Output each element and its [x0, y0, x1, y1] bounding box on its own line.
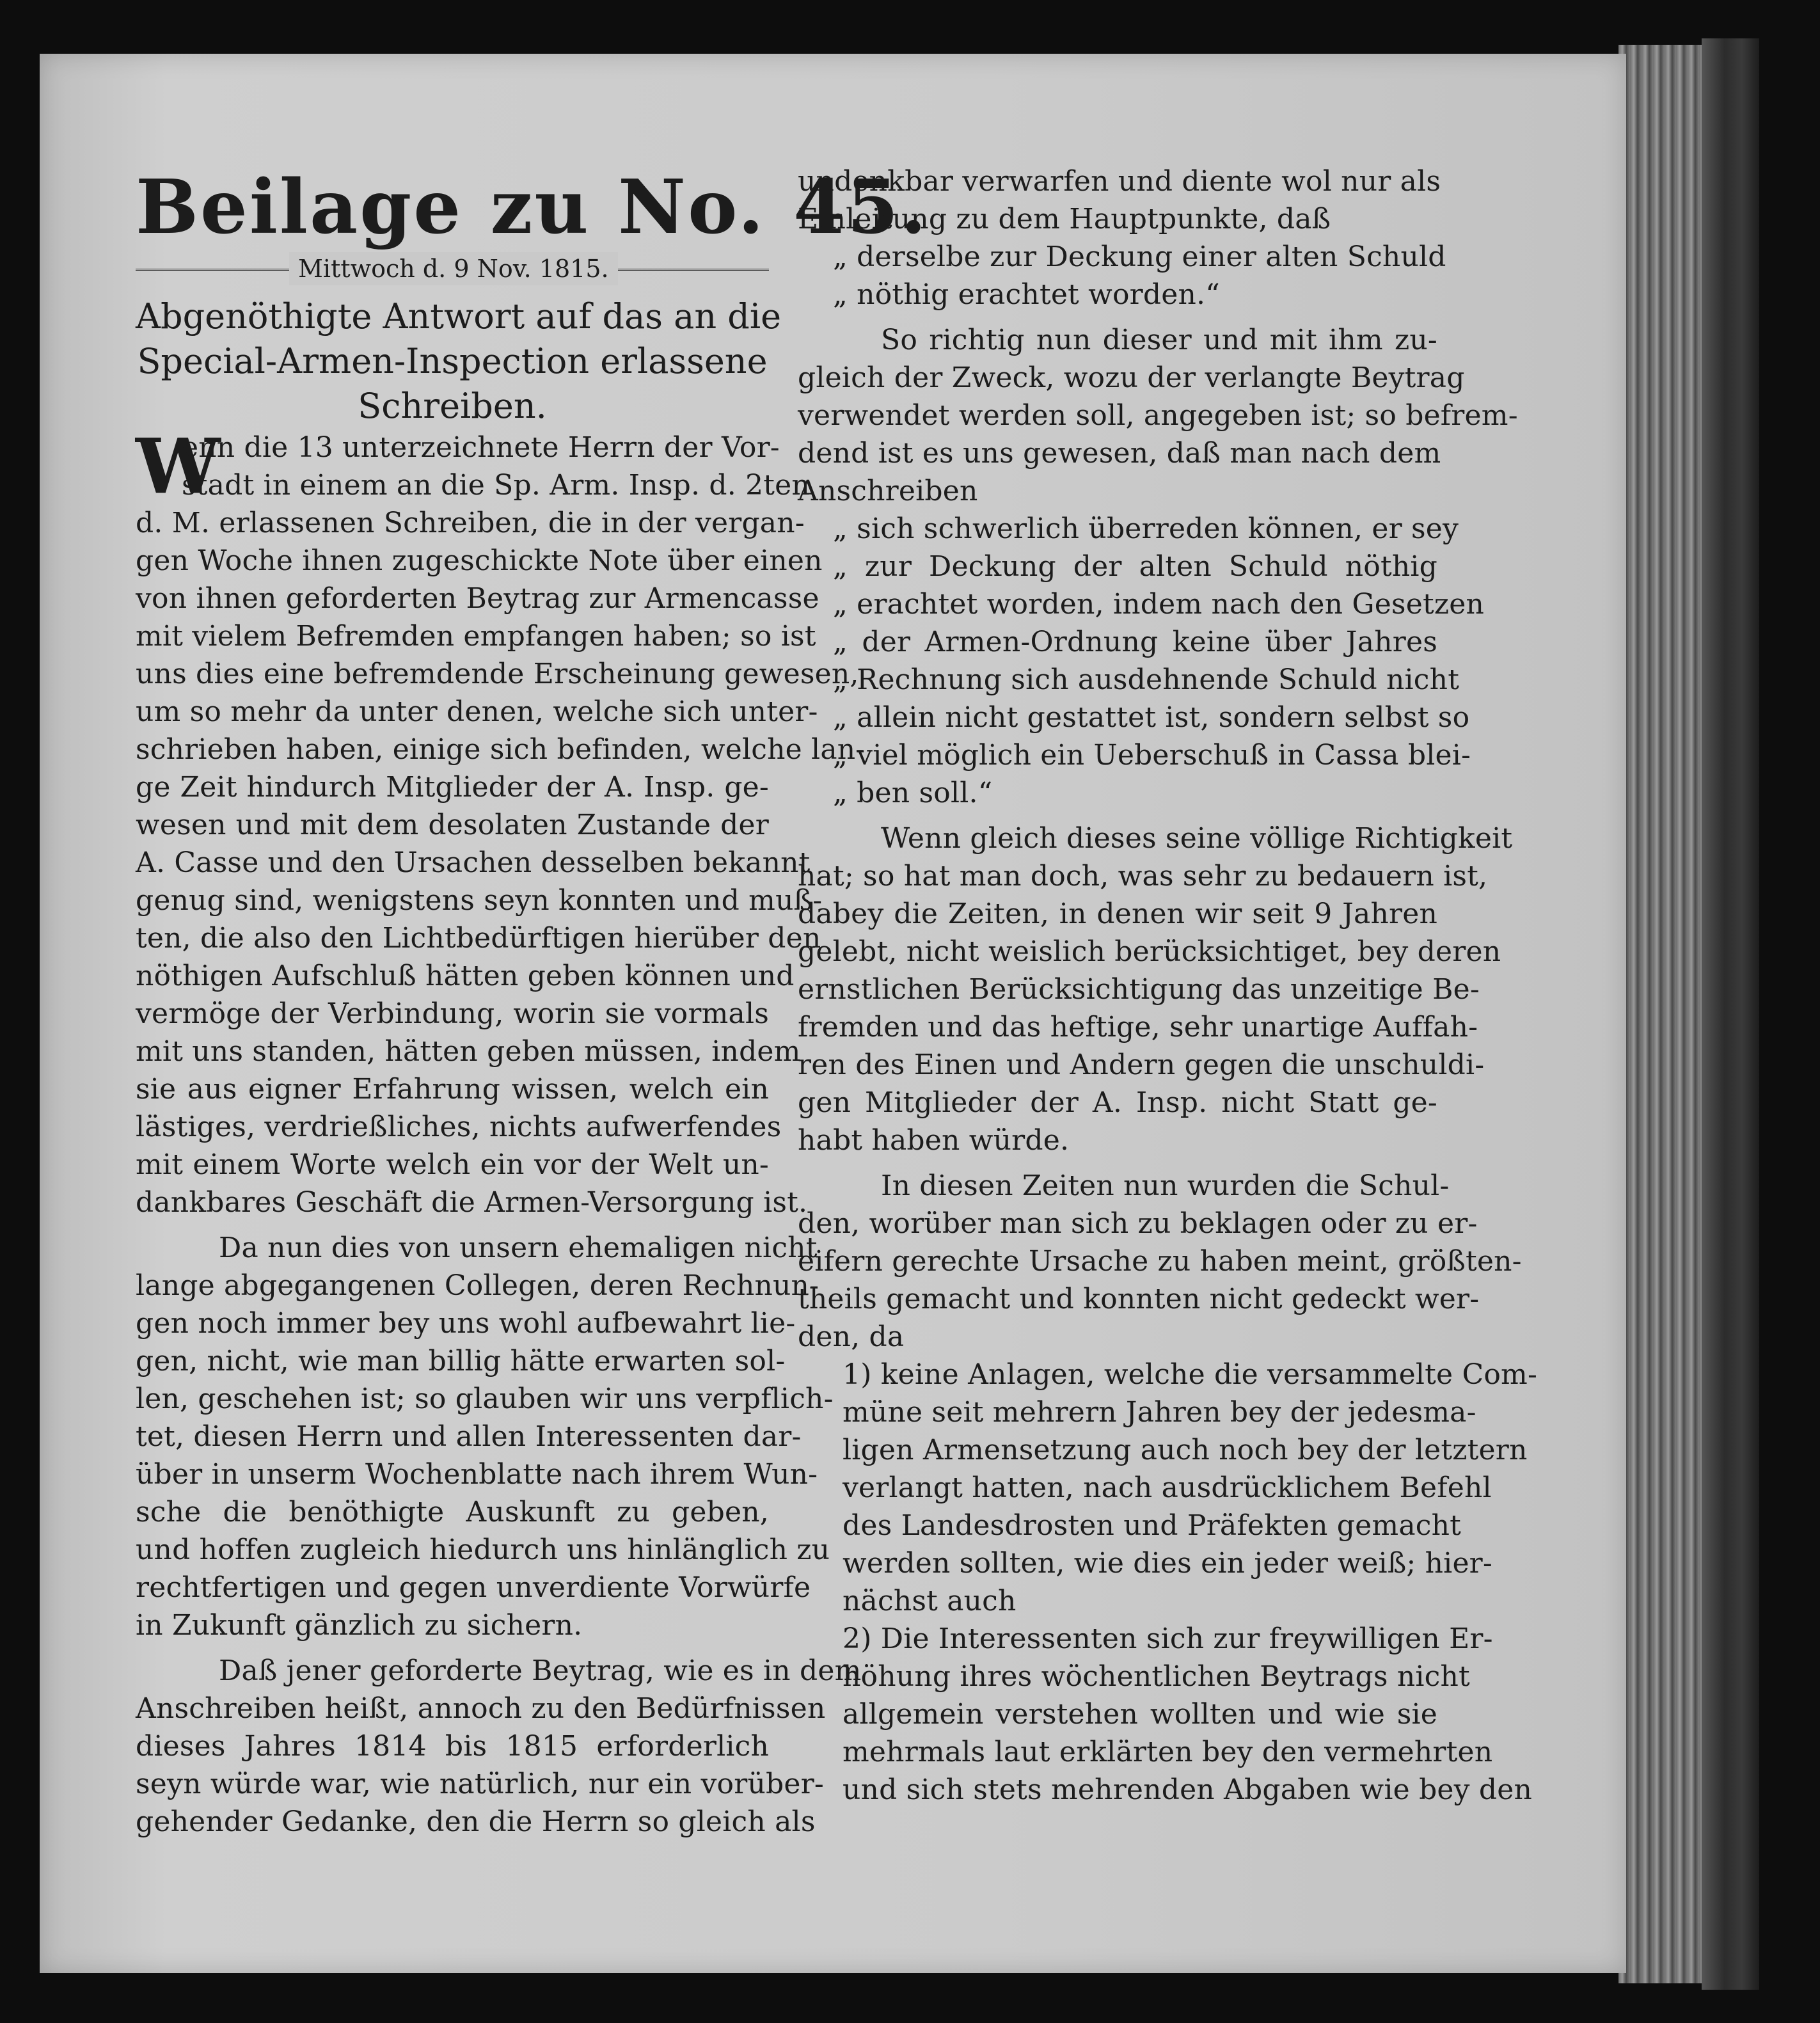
text-line: So richtig nun dieser und mit ihm zu-: [881, 324, 1437, 356]
text-line: in Zukunft gänzlich zu sichern.: [136, 1609, 583, 1642]
text-line: ge Zeit hindurch Mitglieder der A. Insp. ge-: [136, 771, 769, 804]
text-line: wesen und mit dem desolaten Zustande der: [136, 809, 769, 841]
article-heading-line: Special-Armen-Inspection erlassene: [137, 341, 768, 381]
text-line: und hoffen zugleich hiedurch uns hinlänglich zu: [136, 1534, 830, 1566]
text-line: 2) Die Interessenten sich zur freywilligen Er-: [843, 1622, 1493, 1655]
text-line: Anschreiben heißt, annoch zu den Bedürfnissen: [136, 1692, 826, 1725]
text-line: gleich der Zweck, wozu der verlangte Beytrag: [798, 361, 1465, 394]
text-line: „ ben soll.“: [833, 777, 993, 809]
text-line: verwendet werden soll, angegeben ist; so befrem-: [798, 399, 1518, 432]
text-line: schrieben haben, einige sich befinden, welche lan-: [136, 733, 866, 766]
text-line: Da nun dies von unsern ehemaligen nicht: [219, 1232, 818, 1264]
text-line: hat; so hat man doch, was sehr zu bedauern ist,: [798, 860, 1488, 892]
newspaper-page: [40, 54, 1626, 1973]
text-line: nächst auch: [843, 1585, 1017, 1617]
text-line: Einleitung zu dem Hauptpunkte, daß: [798, 203, 1331, 235]
text-line: „ Rechnung sich ausdehnende Schuld nicht: [833, 663, 1460, 696]
text-line: „ derselbe zur Deckung einer alten Schuld: [833, 241, 1446, 273]
text-line: den, worüber man sich zu beklagen oder zu er-: [798, 1207, 1478, 1240]
text-line: A. Casse und den Ursachen desselben bekannt: [136, 846, 811, 879]
text-line: „ der Armen-Ordnung keine über Jahres: [833, 626, 1437, 658]
text-line: vermöge der Verbindung, worin sie vormals: [136, 997, 769, 1030]
text-line: dieses Jahres 1814 bis 1815 erforderlich: [136, 1730, 769, 1763]
dateline: Mittwoch d. 9 Nov. 1815.: [289, 252, 618, 285]
text-line: Daß jener geforderte Beytrag, wie es in dem: [219, 1654, 862, 1687]
text-line: des Landesdrosten und Präfekten gemacht: [843, 1509, 1462, 1542]
text-line: müne seit mehrern Jahren bey der jedesma-: [843, 1396, 1476, 1429]
text-line: enn die 13 unterzeichnete Herrn der Vor-: [182, 431, 780, 464]
masthead-title: Beilage zu No. 45.: [136, 164, 928, 251]
text-line: tet, diesen Herrn und allen Interessenten dar-: [136, 1420, 802, 1453]
drop-cap: W: [136, 422, 221, 511]
text-line: dabey die Zeiten, in denen wir seit 9 Jahren: [798, 898, 1437, 930]
text-line: gen Woche ihnen zugeschickte Note über einen: [136, 544, 823, 577]
text-line: und sich stets mehrenden Abgaben wie bey den: [843, 1773, 1533, 1806]
text-line: um so mehr da unter denen, welche sich unter-: [136, 695, 818, 728]
dateline-row: [136, 252, 769, 285]
text-line: sie aus eigner Erfahrung wissen, welch ein: [136, 1073, 769, 1106]
text-line: seyn würde war, wie natürlich, nur ein vorüber-: [136, 1768, 824, 1800]
text-line: verlangt hatten, nach ausdrücklichem Befehl: [843, 1472, 1492, 1504]
text-line: von ihnen geforderten Beytrag zur Armencasse: [136, 582, 819, 615]
text-line: Anschreiben: [798, 475, 978, 507]
text-line: eifern gerechte Ursache zu haben meint, größten-: [798, 1245, 1522, 1278]
text-line: 1) keine Anlagen, welche die versammelte Com-: [843, 1358, 1538, 1391]
article-heading-line: Abgenöthigte Antwort auf das an die: [136, 296, 782, 337]
text-line: lästiges, verdrießliches, nichts aufwerfendes: [136, 1111, 782, 1143]
text-line: „ erachtet worden, indem nach den Gesetzen: [833, 588, 1484, 621]
right-column: [798, 163, 1538, 1809]
text-line: den, da: [798, 1321, 905, 1353]
text-line: gen Mitglieder der A. Insp. nicht Statt ge-: [798, 1086, 1437, 1119]
article-heading-line: Schreiben.: [358, 386, 547, 426]
text-line: „ zur Deckung der alten Schuld nöthig: [833, 550, 1437, 583]
right-column-body: [798, 163, 1538, 1809]
text-line: sche die benöthigte Auskunft zu geben,: [136, 1496, 769, 1528]
page-edges: [1618, 45, 1702, 1983]
text-line: nöthigen Aufschluß hätten geben können und: [136, 960, 795, 992]
text-line: „ viel möglich ein Ueberschuß in Cassa blei-: [833, 739, 1471, 772]
text-line: habt haben würde.: [798, 1124, 1070, 1157]
text-line: dend ist es uns gewesen, daß man nach dem: [798, 437, 1441, 470]
text-line: ernstlichen Berücksichtigung das unzeitige Be-: [798, 973, 1480, 1006]
book-spine: [1702, 38, 1759, 1990]
text-line: undenkbar verwarfen und diente wol nur als: [798, 165, 1441, 198]
text-line: höhung ihres wöchentlichen Beytrags nicht: [843, 1660, 1470, 1693]
text-line: uns dies eine befremdende Erscheinung gewesen,: [136, 658, 859, 690]
text-line: werden sollten, wie dies ein jeder weiß; hier-: [843, 1547, 1492, 1580]
text-line: „ allein nicht gestattet ist, sondern selbst so: [833, 701, 1470, 734]
text-line: Wenn gleich dieses seine völlige Richtigkeit: [881, 822, 1513, 855]
text-line: mit uns standen, hätten geben müssen, indem: [136, 1035, 801, 1068]
text-line: theils gemacht und konnten nicht gedeckt wer-: [798, 1283, 1480, 1315]
text-line: stadt in einem an die Sp. Arm. Insp. d. 2ten: [182, 469, 810, 502]
text-line: gehender Gedanke, den die Herrn so gleich als: [136, 1805, 816, 1838]
text-line: fremden und das heftige, sehr unartige Auffah-: [798, 1011, 1478, 1043]
text-line: gen noch immer bey uns wohl aufbewahrt lie-: [136, 1307, 796, 1340]
text-line: len, geschehen ist; so glauben wir uns verpflich-: [136, 1383, 834, 1415]
text-line: mehrmals laut erklärten bey den vermehrten: [843, 1736, 1493, 1768]
text-line: „ nöthig erachtet worden.“: [833, 278, 1220, 311]
text-line: über in unserm Wochenblatte nach ihrem Wun-: [136, 1458, 818, 1491]
text-line: rechtfertigen und gegen unverdiente Vorwürfe: [136, 1571, 811, 1604]
text-line: In diesen Zeiten nun wurden die Schul-: [881, 1170, 1450, 1202]
text-line: d. M. erlassenen Schreiben, die in der vergan-: [136, 507, 805, 539]
text-line: allgemein verstehen wollten und wie sie: [843, 1698, 1437, 1731]
text-line: dankbares Geschäft die Armen-Versorgung ist.: [136, 1186, 808, 1219]
text-line: gelebt, nicht weislich berücksichtiget, bey deren: [798, 935, 1501, 968]
text-line: ten, die also den Lichtbedürftigen hierüber den: [136, 922, 821, 955]
text-line: genug sind, wenigstens seyn konnten und muß-: [136, 884, 823, 917]
text-line: mit vielem Befremden empfangen haben; so ist: [136, 620, 816, 653]
text-line: „ sich schwerlich überreden können, er sey: [833, 512, 1459, 545]
text-line: mit einem Worte welch ein vor der Welt un-: [136, 1148, 769, 1181]
text-line: ren des Einen und Andern gegen die unschuldi-: [798, 1049, 1485, 1081]
text-line: ligen Armensetzung auch noch bey der letztern: [843, 1434, 1528, 1466]
text-line: lange abgegangenen Collegen, deren Rechnun-: [136, 1269, 819, 1302]
text-line: gen, nicht, wie man billig hätte erwarten sol-: [136, 1345, 786, 1377]
